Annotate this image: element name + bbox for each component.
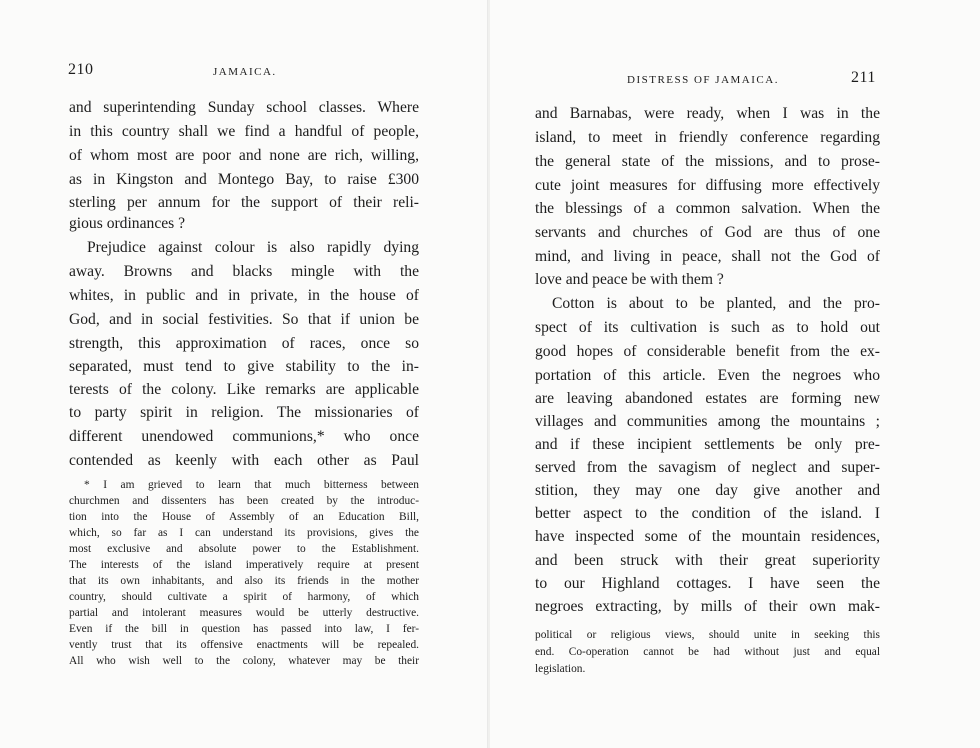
left-body-line: whites, in public and in private, in the house of [69, 287, 419, 304]
left-footnote-line: Even if the bill in question has passed into law, I fer- [69, 623, 419, 635]
left-body-line: as in Kingston and Montego Bay, to raise £300 [69, 171, 419, 188]
left-footnote-line: which, so far as I can understand its provisions, gives the [69, 527, 419, 539]
left-footnote-line: churchmen and dissenters has been created by the introduc- [69, 495, 419, 507]
right-body-line: to our Highland cottages. I have seen the [535, 575, 880, 592]
right-body-line: villages and communities among the mountains ; [535, 413, 880, 430]
right-body-line: portation of this article. Even the negroes who [535, 367, 880, 384]
left-body-line: strength, this approximation of races, once so [69, 335, 419, 352]
left-body-line: terests of the colony. Like remarks are applicable [69, 381, 419, 398]
left-page-number: 210 [68, 61, 94, 78]
right-body-line: love and peace be with them ? [535, 271, 724, 288]
left-body-line: of whom most are poor and none are rich, willing, [69, 147, 419, 164]
left-body-line: God, and in social festivities. So that if union be [69, 311, 419, 328]
right-body-line: island, to meet in friendly conference regarding [535, 129, 880, 146]
left-body-line: Prejudice against colour is also rapidly dying [87, 239, 419, 256]
right-body-line: cute joint measures for diffusing more effectively [535, 177, 880, 194]
right-footnote-line: legislation. [535, 663, 586, 675]
left-footnote-line: partial and intolerant measures would be utterly destructive. [69, 607, 419, 619]
right-page-number: 211 [851, 69, 876, 86]
right-body-line: the blessings of a common salvation. When the [535, 200, 880, 217]
left-footnote-line: tion into the House of Assembly of an Education Bill, [69, 511, 419, 523]
right-body-line: negroes extracting, by mills of their own mak- [535, 598, 880, 615]
right-body-line: good hopes of considerable benefit from the ex- [535, 343, 880, 360]
left-body-line: different unendowed communions,* who once [69, 428, 419, 445]
right-body-line: are leaving abandoned estates are forming new [535, 390, 880, 407]
left-footnote-line: All who wish well to the colony, whatever may be their [69, 655, 419, 667]
left-footnote-line: most exclusive and absolute power to the Establishment. [69, 543, 419, 555]
right-body-line: the general state of the missions, and to prose- [535, 153, 880, 170]
left-footnote-line: The interests of the island imperatively require at present [69, 559, 419, 571]
left-footnote-line: * I am grieved to learn that much bitterness between [84, 479, 419, 491]
right-footnote-line: political or religious views, should unite in seeking this [535, 629, 880, 641]
right-body-line: have inspected some of the mountain residences, [535, 528, 880, 545]
left-body-line: sterling per annum for the support of their reli- [69, 194, 419, 211]
left-footnote-line: vently trust that its offensive enactments will be repealed. [69, 639, 419, 651]
right-body-line: spect of its cultivation is such as to hold out [535, 319, 880, 336]
right-body-line: and Barnabas, were ready, when I was in the [535, 105, 880, 122]
left-body-line: and superintending Sunday school classes. Where [69, 99, 419, 116]
left-running-head: JAMAICA. [213, 66, 277, 78]
left-body-line: away. Browns and blacks mingle with the [69, 263, 419, 280]
left-body-line: contended as keenly with each other as Paul [69, 452, 419, 469]
right-body-line: and been struck with their great superiority [535, 552, 880, 569]
right-body-line: servants and churches of God are thus of one [535, 224, 880, 241]
left-footnote-line: country, should cultivate a spirit of harmony, of which [69, 591, 419, 603]
right-running-head: DISTRESS OF JAMAICA. [627, 74, 779, 86]
left-body-line: to party spirit in religion. The missionaries of [69, 404, 419, 421]
right-body-line: mind, and living in peace, shall not the God of [535, 248, 880, 265]
right-body-line: served from the savagism of neglect and super- [535, 459, 880, 476]
left-footnote-line: that its own inhabitants, and also its friends in the mother [69, 575, 419, 587]
right-body-line: and if these incipient settlements be only pre- [535, 436, 880, 453]
right-page [490, 0, 980, 748]
left-body-line: gious ordinances ? [69, 215, 186, 232]
left-body-line: in this country shall we find a handful of people, [69, 123, 419, 140]
left-page [0, 0, 488, 748]
right-body-line: Cotton is about to be planted, and the pro- [552, 295, 880, 312]
right-body-line: better aspect to the condition of the island. I [535, 505, 880, 522]
right-body-line: stition, they may one day give another and [535, 482, 880, 499]
right-footnote-line: end. Co-operation cannot be had without just and equal [535, 646, 880, 658]
left-body-line: separated, must tend to give stability to the in- [69, 358, 419, 375]
